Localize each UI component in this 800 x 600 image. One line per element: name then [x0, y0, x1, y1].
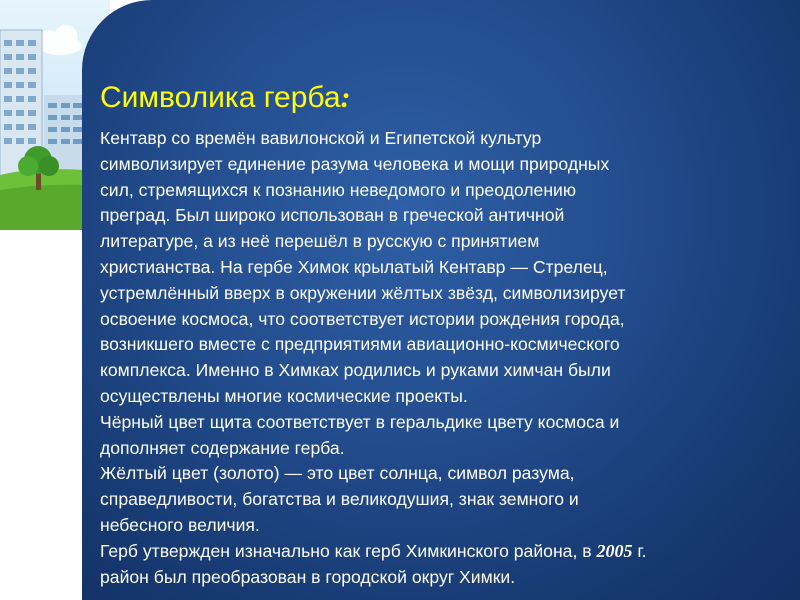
text-line: небесного величия.	[100, 514, 260, 535]
text-line: устремлённый вверх в окружении жёлтых звёзд, символизирует	[100, 282, 626, 303]
text-line: г.	[632, 540, 647, 561]
paragraph-yellow-color	[100, 461, 780, 538]
slide-title	[100, 81, 351, 115]
text-line: осуществлены многие космические проекты.	[100, 385, 468, 406]
slide-body	[100, 126, 780, 590]
paragraph-black-color	[100, 410, 780, 462]
text-line: символизирует единение разума человека и мощи природных	[100, 153, 610, 174]
text-line: христианства. На гербе Химок крылатый Кентавр — Стрелец,	[100, 256, 608, 277]
slide-title-text: Символика герба	[100, 81, 341, 114]
slide-title-colon: :	[340, 81, 351, 114]
text-line: сил, стремящихся к познанию неведомого и преодолению	[100, 179, 577, 200]
text-line: освоение космоса, что соответствует истории рождения города,	[100, 308, 625, 329]
text-line: район был преобразован в городской округ Химки.	[100, 566, 516, 587]
text-line: справедливости, богатства и великодушия, знак земного и	[100, 489, 579, 510]
text-line: дополняет содержание герба.	[100, 437, 345, 458]
text-line: Жёлтый цвет (золото) — это цвет солнца, символ разума,	[100, 463, 575, 484]
text-line: возникшего вместе с предприятиями авиационно-космического	[100, 334, 620, 355]
text-line: Герб утвержден изначально как герб Химкинского района, в	[100, 540, 597, 561]
text-line: литературе, а из неё перешёл в русскую с принятием	[100, 231, 540, 252]
year-value: 2005	[596, 540, 633, 561]
text-line: Кентавр со времён вавилонской и Египетской культур	[100, 128, 542, 148]
text-line: Чёрный цвет щита соответствует в геральдике цвету космоса и	[100, 411, 620, 432]
text-line: преград. Был широко использован в греческой античной	[100, 205, 565, 226]
paragraph-approval	[100, 539, 780, 591]
paragraph-centaur	[100, 126, 780, 410]
text-line: комплекса. Именно в Химках родились и руками химчан были	[100, 360, 611, 381]
